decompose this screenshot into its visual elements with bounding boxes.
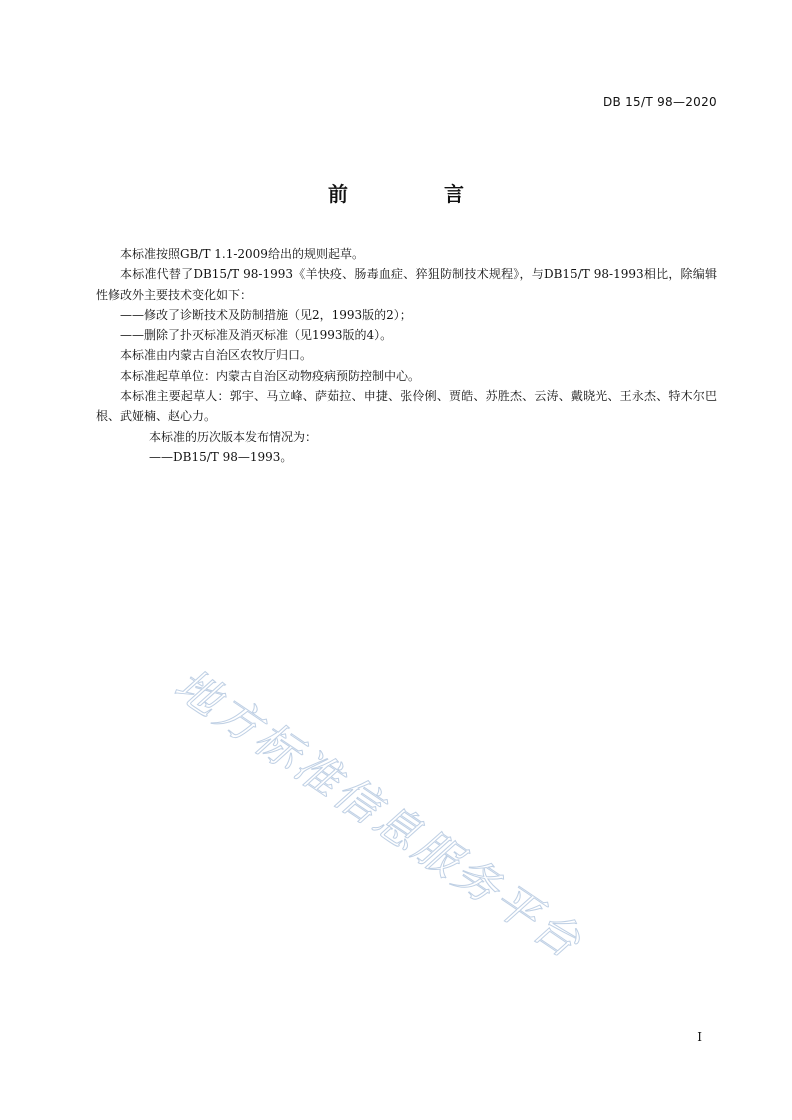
change-item-diagnosis: ——修改了诊断技术及防制措施（见2，1993版的2）； [120,307,412,322]
watermark: 地方标准信息服务平台 [165,659,592,970]
paragraph-replacement: 本标准代替了DB15/T 98-1993《羊快疫、肠毒血症、猝狙防制技术规程》，与DB15/T 98-1993相比，除编辑性修改外主要技术变化如下： [96,267,717,302]
page-title: 前 言 [328,182,502,206]
paragraph-history: 本标准的历次版本发布情况为： [149,429,318,444]
paragraph-centralized: 本标准由内蒙古自治区农牧厅归口。 [120,348,313,363]
page-number: I [697,1030,702,1044]
history-item: ——DB15/T 98—1993。 [149,449,293,464]
change-item-deletion: ——删除了扑灭标准及消灭标准（见1993版的4）。 [120,328,393,343]
paragraph-drafting-rules: 本标准按照GB/T 1.1-2009给出的规则起草。 [120,247,364,261]
standard-code: DB 15/T 98—2020 [602,95,717,109]
paragraph-drafters: 本标准主要起草人：郭宇、马立峰、萨茹拉、申捷、张伶俐、贾皓、苏胜杰、云涛、戴晓光、王永杰、特木尔巴根、武娅楠、赵心力。 [96,389,717,424]
paragraph-drafting-unit: 本标准起草单位：内蒙古自治区动物疫病预防控制中心。 [120,368,421,383]
preface-body [96,244,717,467]
